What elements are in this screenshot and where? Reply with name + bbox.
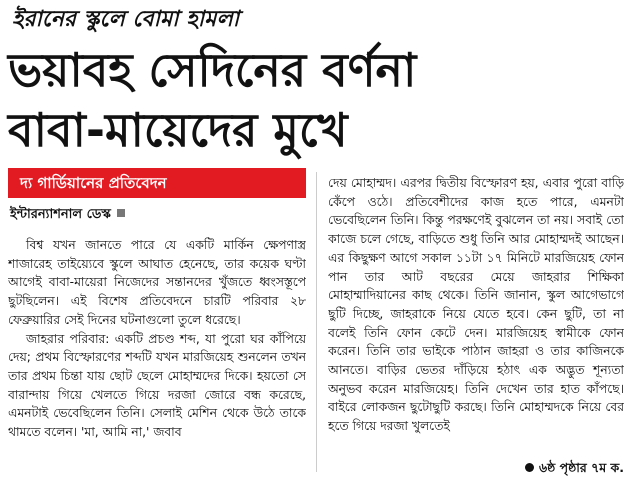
- body-column-right: [328, 174, 624, 450]
- bullet-icon: [525, 463, 534, 472]
- desk-label: ইন্টারন্যাশনাল ডেস্ক: [10, 207, 111, 222]
- continuation-note: [525, 458, 624, 478]
- body-paragraph: দেয় মোহাম্মদ। এরপর দ্বিতীয় বিস্ফোরণ হয়, এবার পুরো বাড়ি কেঁপে ওঠে। প্রতিবেশীদের কাজ হতে পারে, এমনটা ভেবেছিলেন তিনি। কিন্তু পরক্ষণেই বুঝলেন তা নয়। সবাই তো কাজে চলে গেছে, বাড়িতে শুধু তিনি আর মোহাম্মদই আছেন। এর কিছুক্ষণ আগে সকাল ১১টা ১৭ মিনিটে মারজিয়েহ ফোন পান তার আট বছরের মেয়ে জাহরার শিক্ষিকা মোহাম্মাদিয়ানের কাছ থেকে। তিনি জানান, স্কুল আগেভাগে ছুটি দিচ্ছে, জাহরাকে নিয়ে যেতে হবে। কেন ছুটি, তা না বলেই তিনি ফোন কেটে দেন। মারজিয়েহ স্বামীকে ফোন করেন। তিনি তার ভাইকে পাঠান জাহরা ও তার কাজিনকে আনতে। বাড়ির ভেতর দাঁড়িয়ে হঠাৎ এক অদ্ভুত শূন্যতা অনুভব করেন মারজিয়েহ। তিনি দেখেন তার হাত কাঁপছে। বাইরে লোকজন ছুটোছুটি করছে। তিনি মোহাম্মদকে নিয়ে বের হতে গিয়ে দরজা খুলতেই: [328, 176, 624, 434]
- square-icon: [117, 209, 125, 217]
- body-paragraph: বিশ্ব যখন জানতে পারে যে একটি মার্কিন ক্ষেপণাস্ত্র শাজারেহ তাইয়্যেবে স্কুলে আঘাত হেনেছে, তার কয়েক ঘণ্টা আগেই বাবা-মায়েরা নিজেদের সন্তানদের খুঁজতে ধ্বংসস্তূপে ছুটছিলেন। এই বিশেষ প্রতিবেদনে চারটি পরিবার ২৮ ফেব্রুয়ারির সেই দিনের ঘটনাগুলো তুলে ধরেছে।: [8, 238, 306, 327]
- desk-byline: [10, 205, 125, 225]
- source-bar: দ্য গার্ডিয়ানের প্রতিবেদন: [8, 168, 306, 198]
- body-column-left: [8, 236, 306, 476]
- headline-line-1: ভয়াবহ সেদিনের বর্ণনা: [8, 43, 417, 97]
- kicker: ইরানের স্কুলে বোমা হামলা: [12, 7, 240, 32]
- continuation-text: ৬ষ্ঠ পৃষ্ঠার ৭ম ক.: [538, 460, 624, 475]
- body-paragraph: জাহরার পরিবার: একটি প্রচণ্ড শব্দ, যা পুরো ঘর কাঁপিয়ে দেয়; প্রথম বিস্ফোরণের শব্দটি যখন মারজিয়েহ শুনলেন তখন তার প্রথম চিন্তা যায় ছোট ছেলে মোহাম্মদের দিকে। হয়তো সে বারান্দায় গিয়ে খেলতে গিয়ে দরজা জোরে বন্ধ করেছে, এমনটাই ভেবেছিলেন তিনি। সেলাই মেশিন থেকে উঠে তাকে থামতে বলেন। 'মা, আমি না,' জবাব: [8, 331, 306, 440]
- headline-line-2: বাবা-মায়েদের মুখে: [8, 103, 348, 157]
- column-divider: [316, 172, 317, 472]
